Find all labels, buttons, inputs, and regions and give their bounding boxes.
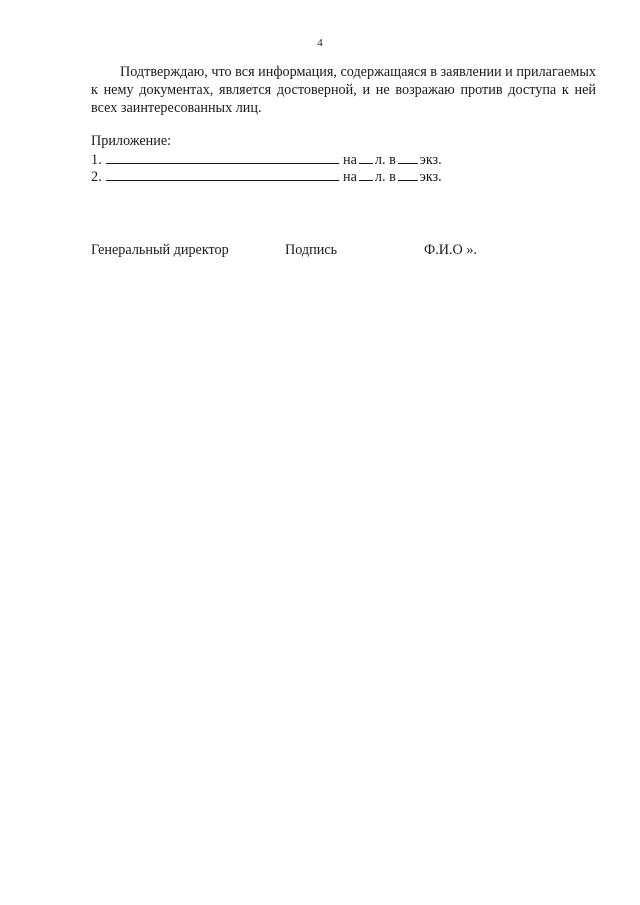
attachment-title-blank — [106, 151, 339, 164]
attachments-label: Приложение: — [91, 133, 172, 149]
signatory-position: Генеральный директор — [91, 242, 229, 258]
attachment-row-1 — [91, 151, 442, 169]
attachment-sheets-unit: л. в — [374, 169, 396, 185]
attachment-on-label: на — [343, 152, 357, 168]
attachment-on-label: на — [343, 169, 357, 185]
attachment-sheets-blank — [359, 168, 373, 181]
attachment-sheets-blank — [359, 151, 373, 164]
attachment-copies-blank — [398, 168, 418, 181]
attachment-copies-unit: экз. — [419, 152, 442, 168]
confirmation-statement: Подтверждаю, что вся информация, содержащаяся в заявлении и прилагаемых к нему документах, является достоверной, и не возражаю против доступа к ней всех заинтересованных лиц. — [91, 64, 596, 116]
attachment-number: 2. — [91, 169, 102, 185]
attachment-row-2 — [91, 168, 442, 186]
page-number: 4 — [317, 37, 323, 49]
attachment-title-blank — [106, 168, 339, 181]
attachment-copies-blank — [398, 151, 418, 164]
attachment-number: 1. — [91, 152, 102, 168]
signature-label: Подпись — [285, 242, 338, 258]
full-name-label: Ф.И.О ». — [424, 242, 477, 258]
attachment-copies-unit: экз. — [419, 169, 442, 185]
attachment-sheets-unit: л. в — [374, 152, 396, 168]
